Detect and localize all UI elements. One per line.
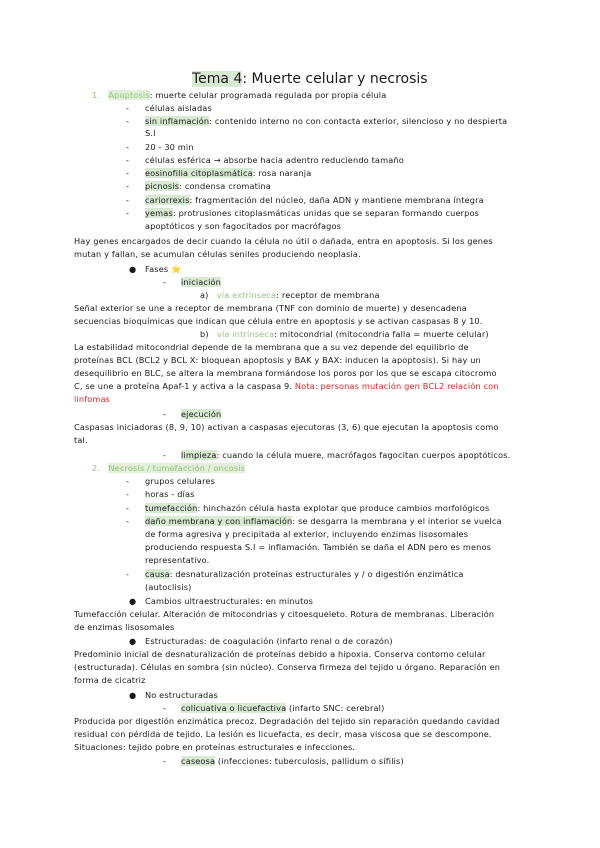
- paragraph: de enzimas lisosomales: [74, 622, 175, 632]
- paragraph: Predominio inicial de desnaturalización de proteínas debido a hipoxia. Conserva contorno celular: [74, 649, 486, 659]
- sub-item-b: b) vía intrínseca: mitocondrial (mitocondria falla = muerte celular): [200, 329, 489, 339]
- dash-bullet: -: [126, 103, 129, 113]
- list-item-continuation: de forma agresiva y precipitada al exterior, incluyendo enzimas lisosomales: [145, 529, 469, 539]
- dash-bullet: -: [126, 181, 129, 191]
- apoptosis-heading: Apoptosis: [108, 90, 150, 100]
- dash-bullet: -: [163, 409, 166, 419]
- dash-bullet: -: [163, 756, 166, 766]
- section-2-heading: 2. Necrosis / tumefacción / oncosis: [92, 463, 246, 473]
- list-item: colicuativa o licuefactiva (infarto SNC: cerebral): [181, 703, 385, 713]
- paragraph: Señal exterior se une a receptor de membrana (TNF con dominio de muerte) y desencadena: [74, 303, 467, 313]
- list-item: caseosa (infecciones: tuberculosis, pallidum o sífilis): [181, 756, 404, 766]
- list-item: picnosis: condensa cromatina: [145, 181, 271, 191]
- dot-bullet: ●: [129, 264, 137, 274]
- paragraph: desequilibrio en BLC, se altera la membrana formándose los poros por los que se escapa citocromo: [74, 368, 497, 378]
- list-item-continuation: apoptóticos y son fagocitados por macrófagos: [145, 221, 342, 231]
- paragraph: mutan y fallan, se acumulan células seniles produciendo neoplasia.: [74, 249, 361, 259]
- necrosis-heading: Necrosis / tumefacción / oncosis: [108, 463, 246, 473]
- list-item: causa: desnaturalización proteínas estructurales y / o digestión enzimática: [145, 569, 464, 579]
- paragraph: forma de cicatriz: [74, 675, 146, 685]
- title-rest: : Muerte celular y necrosis: [242, 71, 428, 87]
- paragraph: Tumefacción celular. Alteración de mitocondrias y citoesqueleto. Rotura de membranas. Liberación: [74, 609, 495, 619]
- list-item: iniciación: [181, 277, 222, 287]
- dash-bullet: -: [126, 155, 129, 165]
- dash-bullet: -: [163, 703, 166, 713]
- dash-bullet: -: [126, 569, 129, 579]
- dot-bullet: ●: [129, 636, 137, 646]
- list-item: tumefacción: hinchazón célula hasta explotar que produce cambios morfológicos: [145, 503, 490, 513]
- dash-bullet: -: [126, 503, 129, 513]
- list-item: yemas: protrusiones citoplasmáticas unidas que se separan formando cuerpos: [145, 208, 480, 218]
- list-item-continuation: (autoclisis): [145, 582, 192, 592]
- list-item: células aisladas: [145, 103, 212, 113]
- dash-bullet: -: [126, 208, 129, 218]
- list-item: células esférica → absorbe hacia adentro reduciendo tamaño: [145, 155, 404, 165]
- list-item: cariorrexis: fragmentación del núcleo, daña ADN y mantiene membrana íntegra: [145, 195, 484, 205]
- sub-item-a: a) vía extrínseca: receptor de membrana: [200, 290, 380, 300]
- list-item: daño membrana y con inflamación: se desgarra la membrana y el interior se vuelca: [145, 516, 502, 526]
- paragraph: Hay genes encargados de decir cuando la célula no útil o dañada, entra en apoptosis. Si los genes: [74, 236, 493, 246]
- paragraph: tal.: [74, 435, 88, 445]
- dash-bullet: -: [126, 489, 129, 499]
- dash-bullet: -: [126, 168, 129, 178]
- list-item: Cambios ultraestructurales: en minutos: [145, 596, 314, 606]
- list-item: grupos celulares: [145, 476, 216, 486]
- note-red: linfomas: [74, 394, 111, 404]
- star-icon: ⭐: [171, 264, 182, 274]
- list-item: horas - días: [145, 489, 195, 499]
- section-1-heading: 1. Apoptosis: muerte celular programada regulada por propia célula: [92, 90, 387, 100]
- dash-bullet: -: [163, 450, 166, 460]
- list-item: Estructuradas: de coagulación (infarto renal o de corazón): [145, 636, 393, 646]
- dot-bullet: ●: [129, 690, 137, 700]
- fases-item: Fases ⭐: [145, 264, 182, 274]
- list-item-continuation: S.I: [145, 128, 156, 138]
- paragraph: Producida por digestión enzimática precoz. Degradación del tejido sin reparación quedando cavidad: [74, 716, 500, 726]
- paragraph: proteínas BCL (BCL2 y BCL X: bloquean apoptosis y BAK y BAX: inducen la apoptosis). Si hay un: [74, 355, 481, 365]
- dash-bullet: -: [126, 142, 129, 152]
- paragraph: C, se une a proteína Apaf-1 y activa a la caspasa 9. Nota: personas mutación gen BCL2 relación con: [74, 381, 499, 391]
- list-item: ejecución: [181, 409, 222, 419]
- paragraph: Caspasas iniciadoras (8, 9, 10) activan a caspasas ejecutoras (3, 6) que ejecutan la apoptosis como: [74, 422, 499, 432]
- paragraph: Situaciones: tejido pobre en proteínas estructurales e infecciones.: [74, 742, 356, 752]
- list-item: limpieza: cuando la célula muere, macrófagos fagocitan cuerpos apoptóticos.: [181, 450, 511, 460]
- page-title: [192, 70, 428, 88]
- dash-bullet: -: [126, 116, 129, 126]
- list-item-continuation: representativo.: [145, 555, 210, 565]
- dot-bullet: ●: [129, 596, 137, 606]
- paragraph: La estabilidad mitocondrial depende de la membrana que a su vez depende del equilibrio de: [74, 342, 469, 352]
- list-item: sin inflamación: contenido interno no con contacta exterior, silencioso y no despierta: [145, 116, 508, 126]
- dash-bullet: -: [126, 195, 129, 205]
- paragraph: (estructurada). Células en sombra (sin núcleo). Conserva firmeza del tejido u órgano. Reparación en: [74, 662, 501, 672]
- dash-bullet: -: [163, 277, 166, 287]
- dash-bullet: -: [126, 476, 129, 486]
- list-item: eosinofilia citoplasmática: rosa naranja: [145, 168, 312, 178]
- dash-bullet: -: [126, 516, 129, 526]
- paragraph: residual con pérdida de tejido. La lesión es licuefacta, es decir, masa viscosa que se descompone.: [74, 729, 492, 739]
- list-item: No estructuradas: [145, 690, 218, 700]
- list-item-continuation: produciendo respuesta S.I = inflamación. También se daña el ADN pero es menos: [145, 542, 492, 552]
- note-red: Nota: personas mutación gen BCL2 relación con: [294, 381, 499, 391]
- paragraph: secuencias bioquímicas que indican que célula entre en apoptosis y se activan caspasas 8 y 10.: [74, 316, 483, 326]
- title-prefix: Tema 4: [192, 71, 243, 87]
- list-item: 20 - 30 min: [145, 142, 194, 152]
